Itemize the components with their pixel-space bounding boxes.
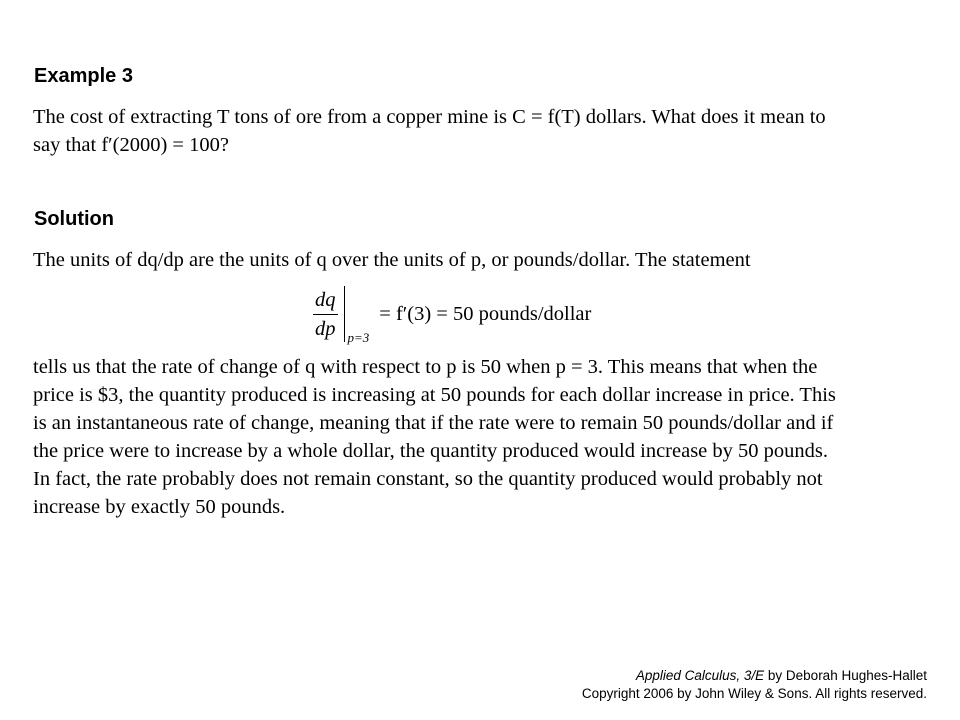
book-title: Applied Calculus, 3/E xyxy=(635,668,765,683)
solution-line: tells us that the rate of change of q with respect to p is 50 when p = 3. This means that when the xyxy=(33,356,818,378)
problem-text xyxy=(33,103,826,159)
example-heading: Example 3 xyxy=(34,65,133,87)
solution-body xyxy=(33,353,836,521)
display-equation xyxy=(313,282,591,346)
solution-line: price is $3, the quantity produced is increasing at 50 pounds for each dollar increase in price. This xyxy=(33,384,836,406)
copyright-notice: Copyright 2006 by John Wiley & Sons. All rights reserved. xyxy=(581,686,927,701)
evaluation-subscript: p=3 xyxy=(347,330,370,345)
evaluation-bar xyxy=(344,286,345,342)
solution-intro xyxy=(33,246,751,274)
solution-heading: Solution xyxy=(34,208,114,230)
fraction-numerator: dq xyxy=(313,288,338,315)
derivative-fraction xyxy=(313,288,338,341)
problem-line: say that f′(2000) = 100? xyxy=(33,134,229,156)
fraction-denominator: dp xyxy=(315,317,336,340)
book-author: by Deborah Hughes-Hallet xyxy=(764,668,927,683)
solution-line: increase by exactly 50 pounds. xyxy=(33,496,286,518)
book-credit xyxy=(582,667,927,685)
solution-intro-line: The units of dq/dp are the units of q over the units of p, or pounds/dollar. The statement xyxy=(33,249,751,271)
solution-line: is an instantaneous rate of change, meaning that if the rate were to remain 50 pounds/dollar and if xyxy=(33,412,834,434)
problem-line: The cost of extracting T tons of ore from a copper mine is C = f(T) dollars. What does it mean to xyxy=(33,106,826,128)
solution-line: the price were to increase by a whole dollar, the quantity produced would increase by 50 pounds. xyxy=(33,440,829,462)
solution-line: In fact, the rate probably does not remain constant, so the quantity produced would probably not xyxy=(33,468,823,490)
equation-right-side: = f′(3) = 50 pounds/dollar xyxy=(379,302,592,325)
copyright-footer xyxy=(582,667,927,703)
